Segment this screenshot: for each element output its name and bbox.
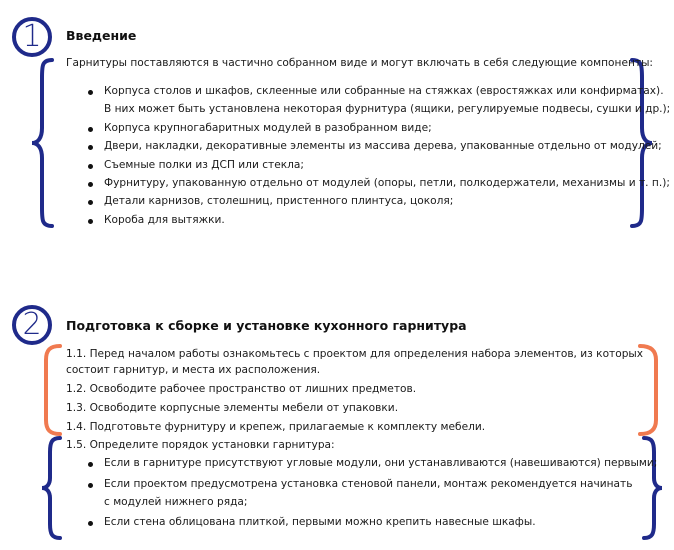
- bullet: [88, 145, 93, 150]
- section-1-title: Введение: [66, 28, 137, 43]
- section-1-intro: Гарнитуры поставляются в частично собранном виде и могут включать в себя следующие компоненты:: [66, 57, 654, 69]
- bullet: [88, 462, 93, 467]
- list-item: Двери, накладки, декоративные элементы из массива дерева, упакованные отдельно от модулей;: [104, 140, 662, 152]
- list-item: Корпуса столов и шкафов, склеенные или собранные на стяжках (евростяжках или конфирматах).: [104, 85, 664, 97]
- section-2-number-badge: [12, 305, 52, 345]
- list-item: Корпуса крупногабаритных модулей в разобранном виде;: [104, 122, 432, 134]
- bullet: [88, 127, 93, 132]
- list-item: Короба для вытяжки.: [104, 214, 225, 226]
- sub-list-item: Если проектом предусмотрена установка стеновой панели, монтаж рекомендуется начинать: [104, 478, 633, 490]
- list-item-continuation: В них может быть установлена некоторая фурнитура (ящики, регулируемые подвесы, сушки и др.);: [104, 103, 671, 115]
- bullet: [88, 90, 93, 95]
- section-2-left-brace: [40, 436, 64, 540]
- step-text-continuation: состоит гарнитур, и места их расположения.: [66, 364, 321, 376]
- bullet: [88, 521, 93, 526]
- section-1-number-badge: [12, 17, 52, 57]
- section-2-right-brace: [640, 436, 664, 540]
- bullet: [88, 200, 93, 205]
- section-2-number: 2: [22, 307, 42, 342]
- list-item: Фурнитуру, упакованную отдельно от модулей (опоры, петли, полкодержатели, механизмы и т. п.);: [104, 177, 670, 189]
- bullet: [88, 182, 93, 187]
- bullet: [88, 483, 93, 488]
- bullet: [88, 219, 93, 224]
- sub-list-item: Если стена облицована плиткой, первыми можно крепить навесные шкафы.: [104, 516, 536, 528]
- step-text: 1.2. Освободите рабочее пространство от лишних предметов.: [66, 383, 417, 395]
- step-text: 1.1. Перед началом работы ознакомьтесь с проектом для определения набора элементов, из которых: [66, 348, 644, 360]
- sub-list-item: Если в гарнитуре присутствуют угловые модули, они устанавливаются (навешиваются) первыми;: [104, 457, 658, 469]
- step-text: 1.4. Подготовьте фурнитуру и крепеж, прилагаемые к комплекту мебели.: [66, 421, 486, 433]
- section-1-left-brace: [30, 58, 60, 228]
- step-text: 1.5. Определите порядок установки гарнитура:: [66, 439, 335, 451]
- list-item: Детали карнизов, столешниц, пристенного плинтуса, цоколя;: [104, 195, 454, 207]
- section-2-title: Подготовка к сборке и установке кухонного гарнитура: [66, 318, 467, 333]
- section-1-number: 1: [22, 19, 42, 54]
- section-2-left-orange-brace: [42, 344, 62, 436]
- step-text: 1.3. Освободите корпусные элементы мебели от упаковки.: [66, 402, 399, 414]
- list-item: Съемные полки из ДСП или стекла;: [104, 159, 304, 171]
- sub-list-item-continuation: с модулей нижнего ряда;: [104, 496, 248, 508]
- bullet: [88, 164, 93, 169]
